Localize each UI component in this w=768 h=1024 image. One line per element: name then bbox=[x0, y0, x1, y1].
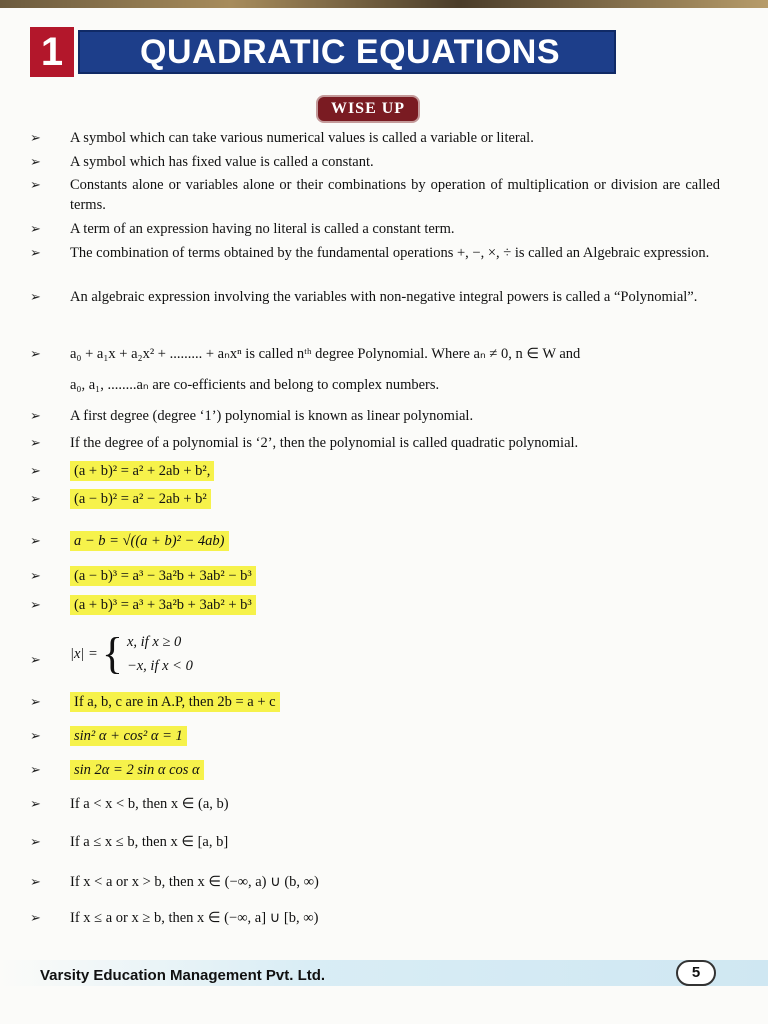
bullet-arrow-icon: ➢ bbox=[30, 245, 41, 260]
modulus-case-negative: −x, if x < 0 bbox=[126, 658, 193, 674]
chapter-number: 1 bbox=[30, 27, 74, 77]
brace-icon: { bbox=[101, 629, 123, 678]
bullet-arrow-icon: ➢ bbox=[30, 834, 41, 849]
formula-highlight: sin² α + cos² α = 1 bbox=[70, 726, 187, 746]
page-number: 5 bbox=[676, 960, 716, 986]
bullet-arrow-icon: ➢ bbox=[30, 694, 41, 709]
formula-highlight: a − b = √((a + b)² − 4ab) bbox=[70, 531, 229, 551]
bullet-arrow-icon: ➢ bbox=[30, 463, 41, 478]
bullet-arrow-icon: ➢ bbox=[30, 177, 41, 192]
formula-highlight: (a + b)³ = a³ + 3a²b + 3ab² + b³ bbox=[70, 595, 256, 615]
formula-highlight: sin 2α = 2 sin α cos α bbox=[70, 760, 204, 780]
polynomial-coefficients: a₀, a₁, ........aₙ are co-efficients and belong to complex numbers. bbox=[70, 377, 440, 393]
publisher-name: Varsity Education Management Pvt. Ltd. bbox=[40, 967, 326, 984]
bullet-arrow-icon: ➢ bbox=[30, 910, 41, 925]
bullet-arrow-icon: ➢ bbox=[30, 154, 41, 169]
formula-highlight: If a, b, c are in A.P, then 2b = a + c bbox=[70, 692, 280, 712]
bullet-arrow-icon: ➢ bbox=[30, 762, 41, 777]
list-item-modulus bbox=[30, 630, 720, 680]
bullet-arrow-icon: ➢ bbox=[30, 130, 41, 145]
bullet-arrow-icon: ➢ bbox=[30, 221, 41, 236]
formula-highlight: (a + b)² = a² + 2ab + b², bbox=[70, 461, 214, 481]
formula-highlight: (a − b)² = a² − 2ab + b² bbox=[70, 489, 211, 509]
bullet-arrow-icon: ➢ bbox=[30, 652, 41, 667]
bullet-arrow-icon: ➢ bbox=[30, 346, 41, 361]
bullet-arrow-icon: ➢ bbox=[30, 728, 41, 743]
chapter-title: QUADRATIC EQUATIONS bbox=[140, 33, 561, 71]
bullet-arrow-icon: ➢ bbox=[30, 597, 41, 612]
polynomial-definition: a₀ + a₁x + a₂x² + ......... + aₙxⁿ is called nᵗʰ degree Polynomial. Where aₙ ≠ 0, n ∈ W and bbox=[70, 346, 581, 362]
bullet-arrow-icon: ➢ bbox=[30, 796, 41, 811]
bullet-arrow-icon: ➢ bbox=[30, 568, 41, 583]
bullet-arrow-icon: ➢ bbox=[30, 435, 41, 450]
bullet-arrow-icon: ➢ bbox=[30, 533, 41, 548]
modulus-case-positive: x, if x ≥ 0 bbox=[126, 634, 182, 650]
bullet-arrow-icon: ➢ bbox=[30, 289, 41, 304]
bullet-arrow-icon: ➢ bbox=[30, 408, 41, 423]
bullet-arrow-icon: ➢ bbox=[30, 491, 41, 506]
wise-up-badge: WISE UP bbox=[316, 95, 420, 123]
bullet-arrow-icon: ➢ bbox=[30, 874, 41, 889]
top-decorative-strip bbox=[0, 0, 768, 8]
modulus-lhs: |x| = bbox=[70, 646, 98, 662]
formula-highlight: (a − b)³ = a³ − 3a²b + 3ab² − b³ bbox=[70, 566, 256, 586]
